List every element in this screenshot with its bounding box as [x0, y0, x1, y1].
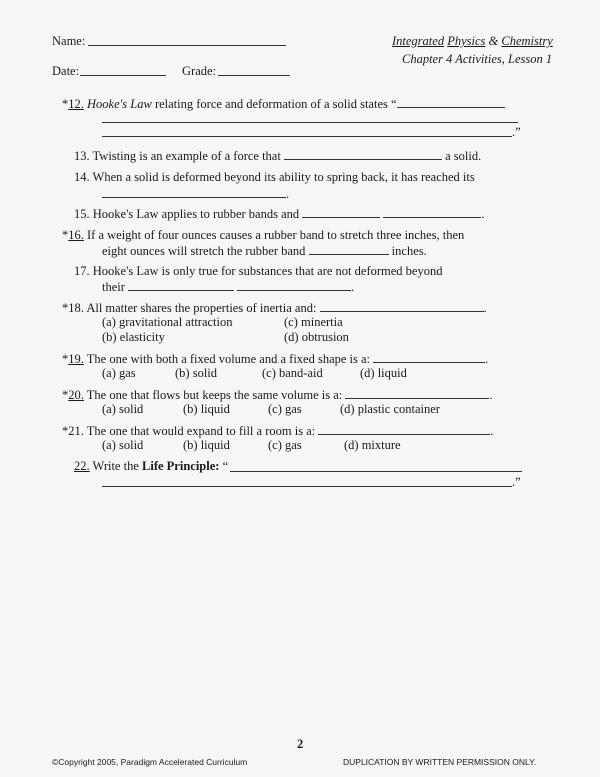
q12-answer-line-2[interactable]: [102, 122, 518, 123]
name-label: Name:: [52, 34, 86, 48]
question-16-line-2: eight ounces will stretch the rubber band inches.: [102, 244, 427, 258]
q18-option-d: (d) obtrusion: [284, 330, 349, 344]
q17-answer-blank-2[interactable]: [237, 279, 351, 291]
q22-closing: .”: [512, 475, 521, 489]
q19-answer-blank[interactable]: [373, 351, 485, 363]
q22-answer-line-2[interactable]: [102, 486, 512, 487]
q17-answer-blank-1[interactable]: [128, 279, 234, 291]
q13-answer-blank[interactable]: [284, 148, 442, 160]
question-22: 22. Write the Life Principle: “: [74, 459, 229, 473]
name-field[interactable]: [88, 45, 286, 46]
q12-answer-line-3[interactable]: [102, 136, 512, 137]
q20-option-b: (b) liquid: [183, 402, 230, 416]
question-13: 13. Twisting is an example of a force that a solid.: [74, 149, 482, 163]
q21-answer-blank[interactable]: [318, 423, 490, 435]
grade-field[interactable]: [218, 75, 290, 76]
question-15: 15. Hooke's Law applies to rubber bands and .: [74, 207, 485, 221]
question-20: *20. The one that flows but keeps the same volume is a: .: [62, 388, 493, 402]
q20-answer-blank[interactable]: [345, 387, 489, 399]
q21-option-d: (d) mixture: [344, 438, 401, 452]
q19-option-a: (a) gas: [102, 366, 136, 380]
q18-option-c: (c) minertia: [284, 315, 343, 329]
q18-option-b: (b) elasticity: [102, 330, 165, 344]
q12-answer-blank[interactable]: [397, 96, 505, 108]
q14-answer: .: [102, 186, 289, 201]
question-16: *16. If a weight of four ounces causes a rubber band to stretch three inches, then: [62, 228, 465, 242]
grade-label: Grade:: [182, 64, 217, 78]
q18-option-a: (a) gravitational attraction: [102, 315, 233, 329]
duplication-notice: DUPLICATION BY WRITTEN PERMISSION ONLY.: [343, 757, 537, 767]
q19-option-b: (b) solid: [175, 366, 218, 380]
q21-option-a: (a) solid: [102, 438, 144, 452]
q19-option-c: (c) band-aid: [262, 366, 323, 380]
q18-answer-blank[interactable]: [320, 300, 484, 312]
chapter-subtitle: Chapter 4 Activities, Lesson 1: [402, 52, 553, 66]
date-label: Date:: [52, 64, 80, 78]
q15-answer-blank-2[interactable]: [383, 206, 481, 218]
q22-answer-line-1[interactable]: [230, 471, 522, 472]
question-21: *21. The one that would expand to fill a room is a: .: [62, 424, 494, 438]
q15-answer-blank-1[interactable]: [302, 206, 380, 218]
q20-option-d: (d) plastic container: [340, 402, 440, 416]
question-18: *18. All matter shares the properties of inertia and: .: [62, 301, 487, 315]
question-17-line-2: their .: [102, 280, 355, 294]
q20-option-a: (a) solid: [102, 402, 144, 416]
copyright-notice: ©Copyright 2005, Paradigm Accelerated Curriculum: [52, 757, 248, 767]
question-17: 17. Hooke's Law is only true for substances that are not deformed beyond: [74, 264, 443, 278]
q12-closing: .”: [512, 125, 521, 139]
q21-option-c: (c) gas: [268, 438, 302, 452]
question-12: *12. Hooke's Law relating force and deformation of a solid states “: [62, 96, 505, 111]
course-title: Integrated Physics & Chemistry: [392, 34, 553, 48]
q19-option-d: (d) liquid: [360, 366, 407, 380]
q21-option-b: (b) liquid: [183, 438, 230, 452]
q14-answer-blank[interactable]: [102, 186, 286, 198]
question-19: *19. The one with both a fixed volume and a fixed shape is a: .: [62, 352, 489, 366]
question-14: 14. When a solid is deformed beyond its ability to spring back, it has reached its: [74, 170, 475, 184]
q20-option-c: (c) gas: [268, 402, 302, 416]
date-field[interactable]: [80, 75, 166, 76]
q16-answer-blank[interactable]: [309, 243, 389, 255]
page-number: 2: [297, 737, 304, 751]
